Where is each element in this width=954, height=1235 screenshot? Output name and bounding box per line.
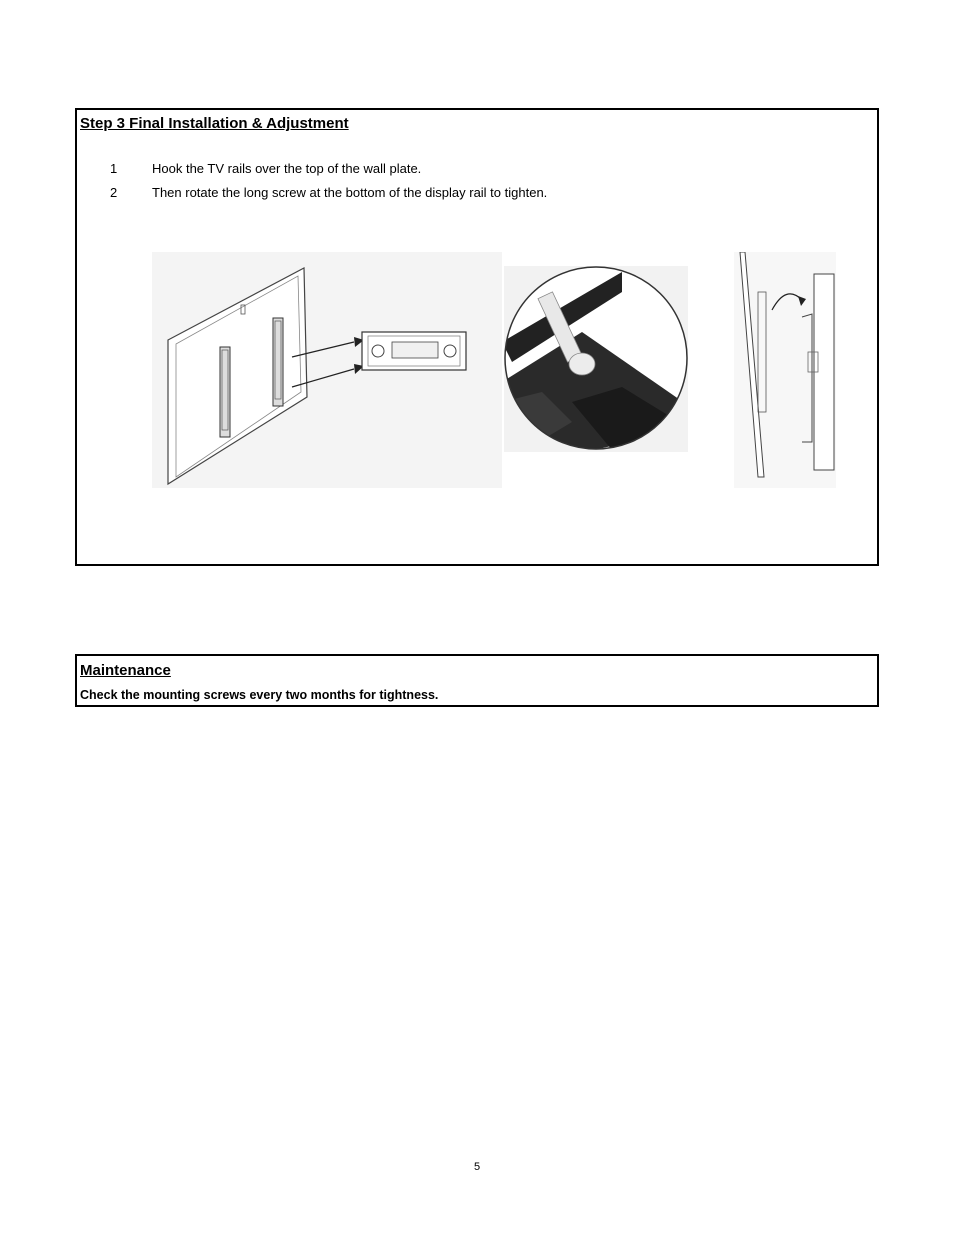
- maintenance-section: [75, 654, 879, 707]
- step3-section: [75, 108, 879, 566]
- step-text: Hook the TV rails over the top of the wall plate.: [152, 161, 422, 176]
- step3-heading: Step 3 Final Installation & Adjustment: [80, 115, 349, 132]
- maintenance-heading: Maintenance: [80, 662, 171, 679]
- page-number: 5: [473, 1161, 481, 1173]
- maintenance-text: Check the mounting screws every two months for tightness.: [80, 688, 439, 702]
- wall-plate-drawing: [362, 332, 466, 370]
- step-number: 2: [110, 185, 118, 200]
- step-number: 1: [110, 161, 118, 176]
- installation-illustration: [152, 252, 836, 502]
- step-text: Then rotate the long screw at the bottom of the display rail to tighten.: [152, 185, 548, 200]
